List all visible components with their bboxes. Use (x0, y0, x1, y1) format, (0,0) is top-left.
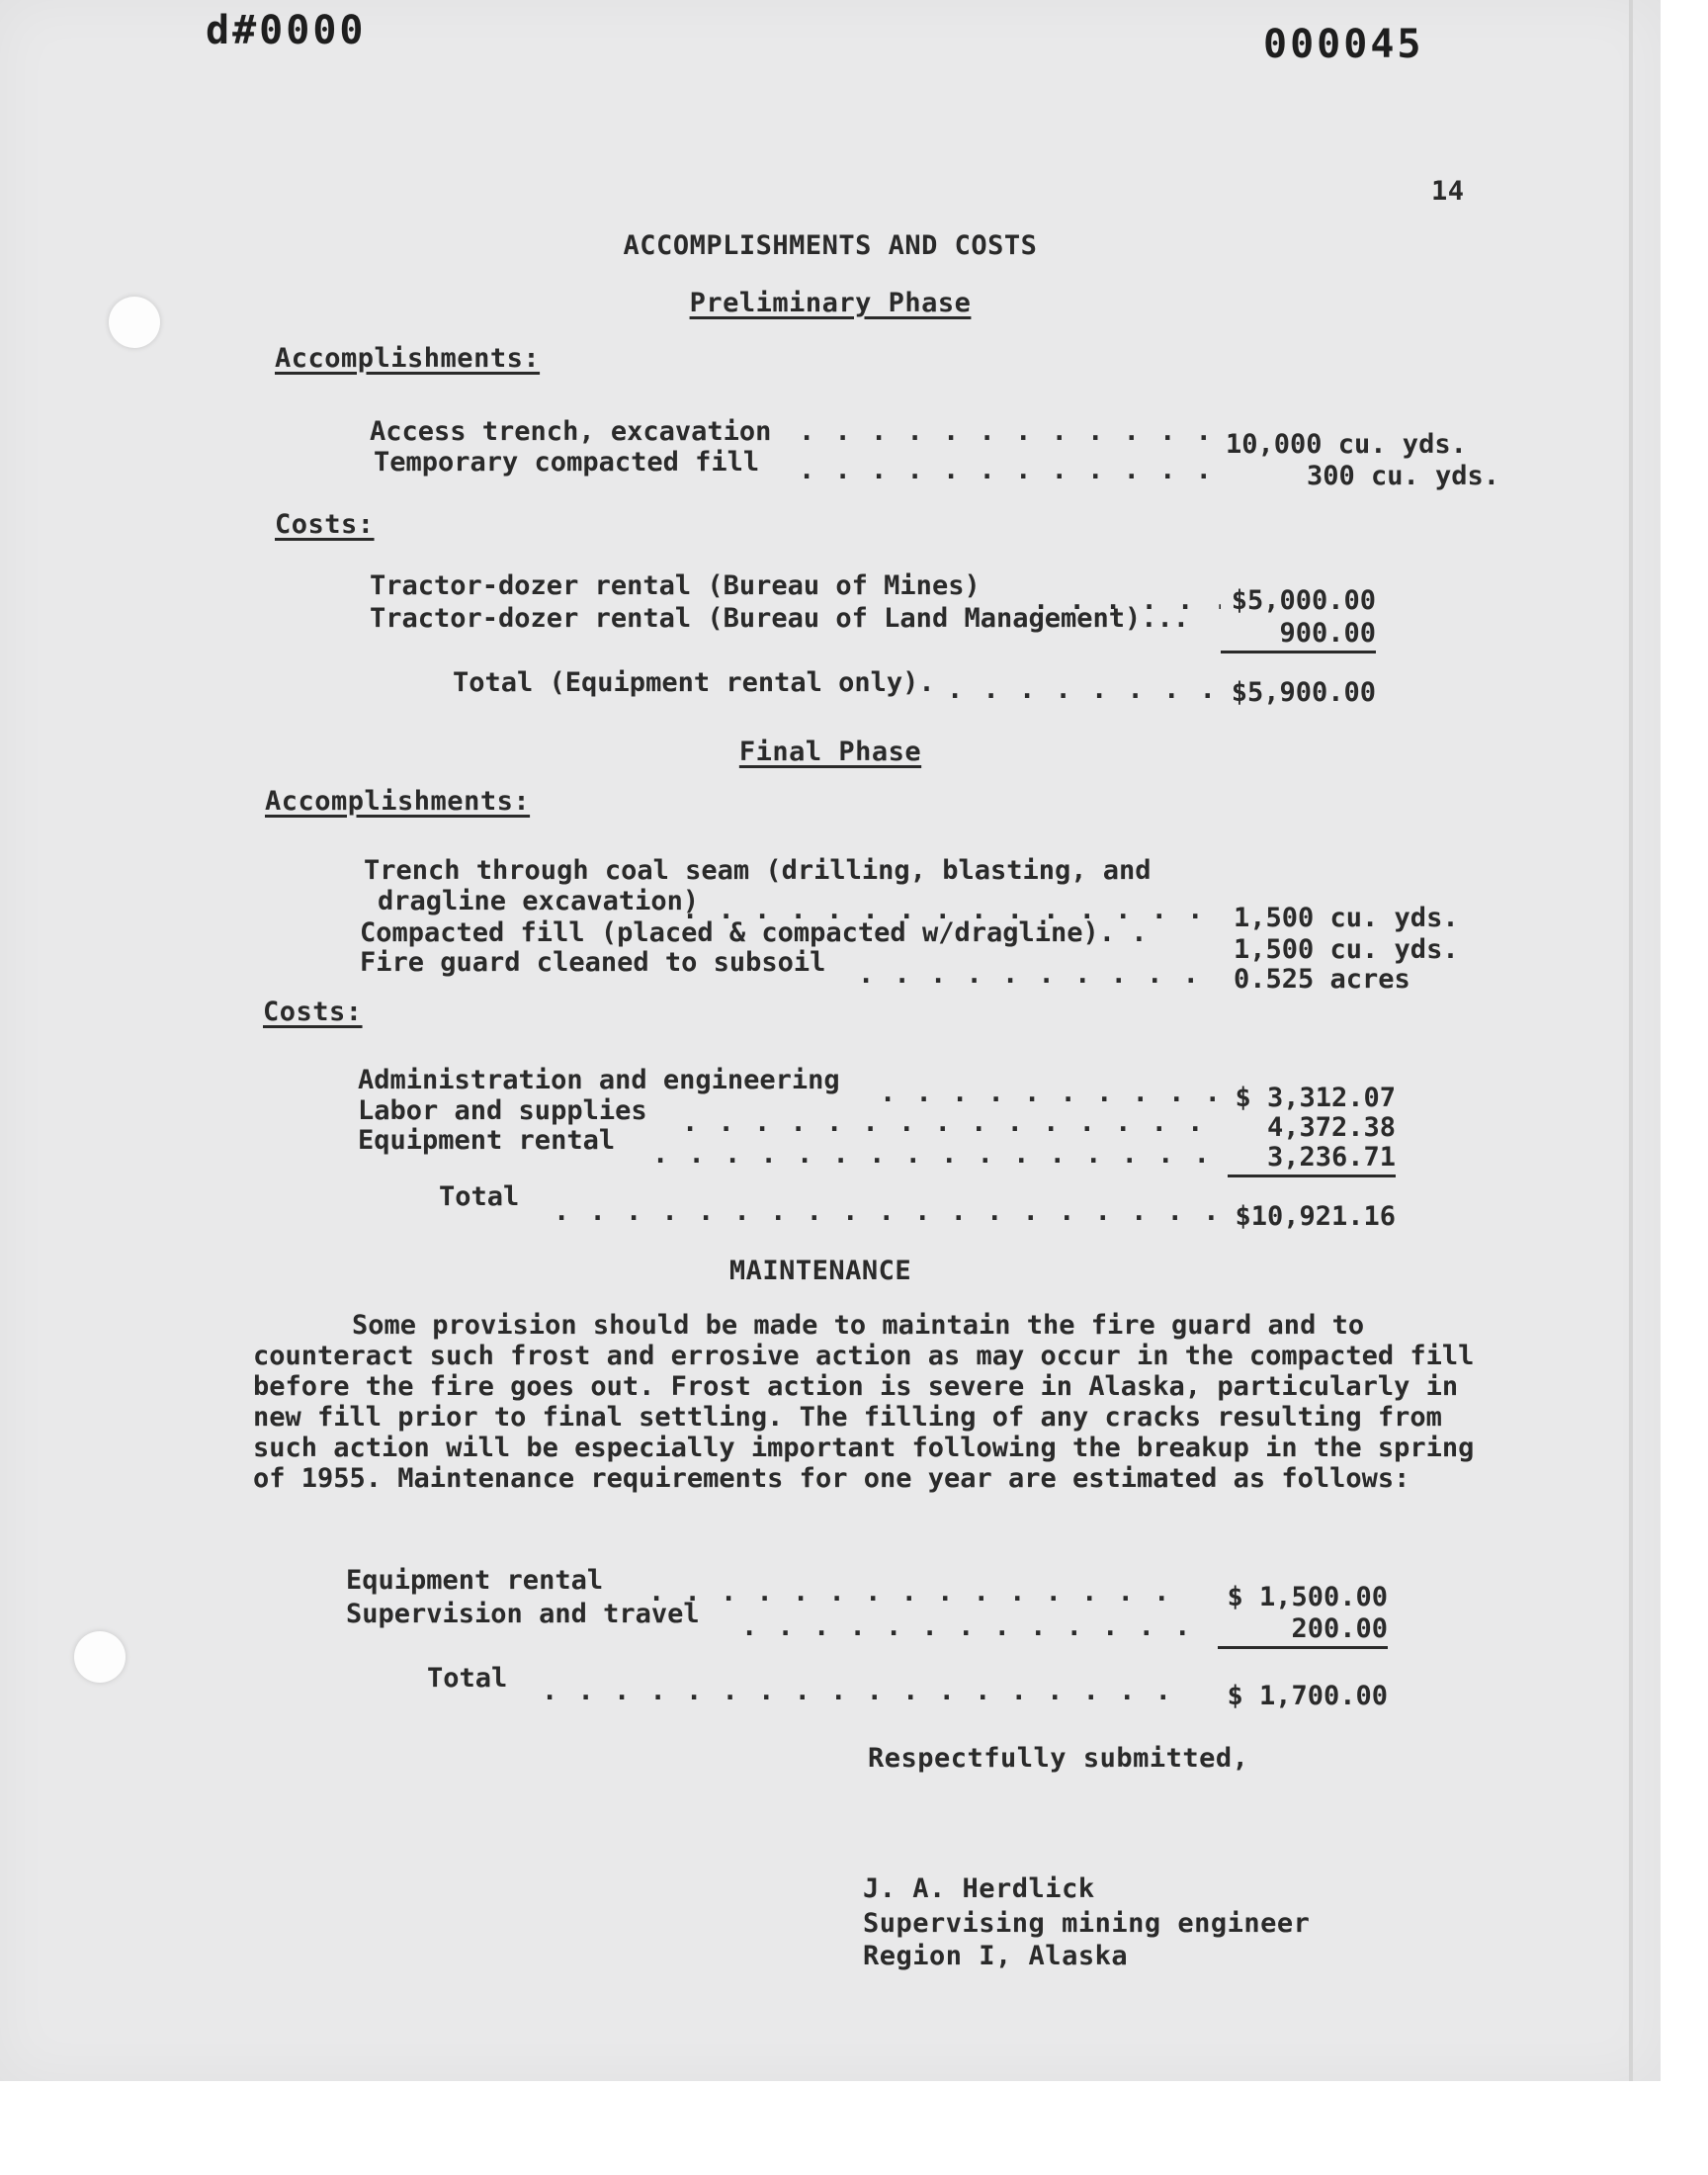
page-edge (1629, 0, 1633, 2081)
row-label: Compacted fill (placed & compacted w/dragline). . (360, 917, 1148, 948)
punch-hole-top (109, 297, 160, 348)
dot-leader (554, 1196, 1216, 1227)
row-value: 10,000 cu. yds. (1226, 429, 1467, 460)
total-label: Total (Equipment rental only). (453, 667, 935, 698)
row-label: Equipment rental (358, 1125, 616, 1156)
dot-leader (947, 674, 1214, 705)
preliminary-phase-heading: Preliminary Phase (689, 288, 972, 318)
signature-title: Supervising mining engineer (863, 1908, 1311, 1939)
row-label: Tractor-dozer rental (Bureau of Mines) (370, 570, 981, 601)
dot-leader (858, 959, 1214, 990)
page-title: ACCOMPLISHMENTS AND COSTS (623, 230, 1038, 261)
row-label: Access trench, excavation (370, 416, 772, 447)
row-value: 200.00 (1218, 1613, 1388, 1649)
total-value: $ 1,700.00 (1227, 1681, 1388, 1711)
dot-leader (741, 1611, 1186, 1642)
row-label-line2: dragline excavation) (378, 886, 700, 916)
row-label: Supervision and travel (346, 1599, 700, 1629)
dot-leader (799, 416, 1214, 447)
dot-leader (880, 1078, 1216, 1108)
page-number: 14 (1431, 176, 1465, 207)
row-label-line1: Trench through coal seam (drilling, blasting, and (364, 855, 1152, 886)
dot-leader (799, 455, 1214, 485)
row-value: 0.525 acres (1234, 964, 1410, 995)
signature-region: Region I, Alaska (863, 1941, 1129, 1971)
row-value: $ 1,500.00 (1227, 1582, 1388, 1612)
stamp-top-left: d#0000 (206, 8, 367, 53)
row-value: 4,372.38 (1266, 1112, 1396, 1143)
final-phase-heading: Final Phase (738, 737, 922, 767)
row-value: $5,000.00 (1231, 585, 1376, 616)
row-value: $ 3,312.07 (1235, 1083, 1396, 1113)
row-value: 300 cu. yds. (1307, 461, 1500, 491)
dot-leader (682, 1107, 1216, 1138)
maintenance-paragraph: Some provision should be made to maintain the fire guard and to counteract such frost and errosive action as may occur in the compacted fill before the fire goes out. Frost action is severe in Alaska, particularly in new fill prior to final settling. The filling of any cracks resulting from such action will be especially important following the breakup in the spring of 1955. Maintenance requirements for one year are estimated as follows: (253, 1310, 1475, 1494)
final-accomplishments-label: Accomplishments: (265, 786, 531, 817)
signature-name: J. A. Herdlick (863, 1873, 1095, 1904)
row-value: 900.00 (1221, 618, 1376, 653)
dot-leader (648, 1577, 1182, 1608)
total-value: $10,921.16 (1235, 1201, 1396, 1232)
row-value: 3,236.71 (1228, 1142, 1396, 1177)
dot-leader (652, 1139, 1216, 1170)
row-label: Equipment rental (346, 1565, 604, 1596)
punch-hole-bottom (74, 1631, 126, 1683)
stamp-top-right: 000045 (1263, 22, 1424, 67)
total-value: $5,900.00 (1231, 677, 1376, 708)
total-label: Total (427, 1663, 508, 1694)
preliminary-accomplishments-label: Accomplishments: (275, 343, 541, 374)
row-label: Tractor-dozer rental (Bureau of Land Management)... (370, 603, 1190, 634)
total-label: Total (439, 1181, 520, 1212)
row-label: Labor and supplies (358, 1095, 647, 1126)
row-value: 1,500 cu. yds. (1234, 934, 1459, 965)
final-costs-label: Costs: (263, 997, 363, 1027)
preliminary-costs-label: Costs: (275, 509, 375, 540)
maintenance-heading: MAINTENANCE (728, 1256, 912, 1286)
row-label: Administration and engineering (358, 1065, 840, 1095)
row-value: 1,500 cu. yds. (1234, 903, 1459, 933)
row-label: Fire guard cleaned to subsoil (360, 947, 826, 978)
dot-leader (542, 1676, 1186, 1706)
row-label: Temporary compacted fill (374, 447, 760, 478)
closing-text: Respectfully submitted, (868, 1743, 1249, 1774)
